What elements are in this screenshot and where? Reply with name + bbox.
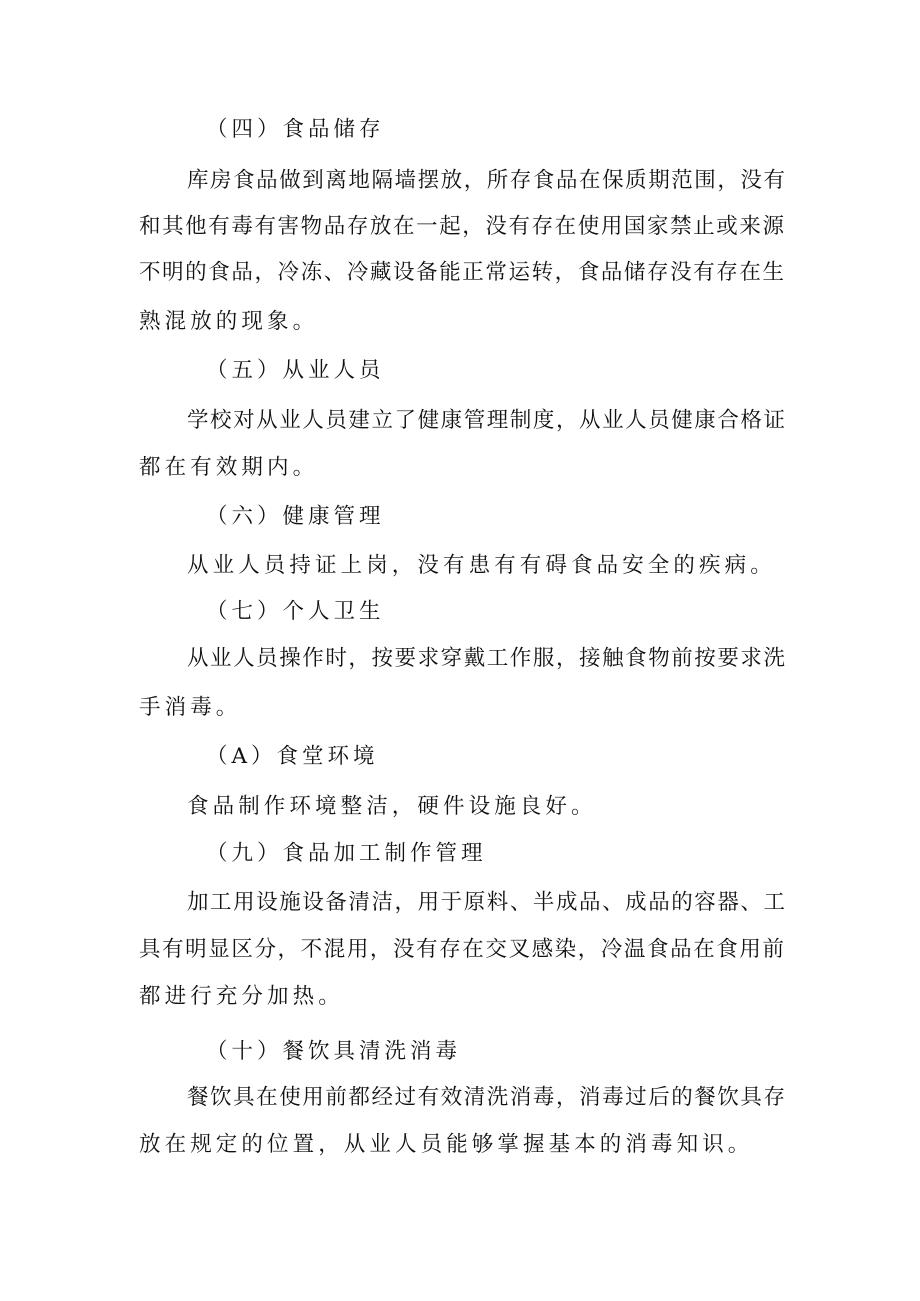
section-heading-hygiene: （七）个人卫生 [206,599,385,624]
paragraph-line: 和其他有毒有害物品存放在一起，没有存在使用国家禁止或来源 [139,214,784,239]
paragraph-line: 都在有效期内。 [139,455,319,480]
section-heading-tableware-disinfection: （十）餐饮具清洗消毒 [206,1039,462,1064]
section-heading-staff: （五）从业人员 [206,358,385,383]
section-heading-canteen-environment: （A）食堂环境 [206,744,379,769]
paragraph-line: 食品制作环境整洁，硬件设施良好。 [187,794,597,819]
paragraph-line: 熟混放的现象。 [139,309,319,334]
section-heading-storage: （四）食品储存 [206,117,385,142]
paragraph-line: 从业人员操作时，按要求穿戴工作服，接触食物前按要求洗 [187,646,785,671]
paragraph-line: 手消毒。 [139,695,242,720]
section-heading-health: （六）健康管理 [206,504,385,529]
paragraph-line: 从业人员持证上岗，没有患有有碍食品安全的疾病。 [187,553,776,578]
paragraph-line: 加工用设施设备清洁，用于原料、半成品、成品的容器、工 [187,890,785,915]
paragraph-line: 都进行充分加热。 [139,984,344,1009]
section-heading-food-processing: （九）食品加工制作管理 [206,841,487,866]
paragraph-line: 不明的食品，冷冻、冷藏设备能正常运转，食品储存没有存在生 [139,260,784,285]
paragraph-line: 学校对从业人员建立了健康管理制度，从业人员健康合格证 [187,408,785,433]
paragraph-line: 餐饮具在使用前都经过有效清洗消毒，消毒过后的餐饮具存 [187,1085,785,1110]
paragraph-line: 放在规定的位置，从业人员能够掌握基本的消毒知识。 [139,1132,754,1157]
paragraph-line: 具有明显区分，不混用，没有存在交叉感染，冷温食品在食用前 [139,937,784,962]
paragraph-line: 库房食品做到离地隔墙摆放，所存食品在保质期范围，没有 [187,168,785,193]
